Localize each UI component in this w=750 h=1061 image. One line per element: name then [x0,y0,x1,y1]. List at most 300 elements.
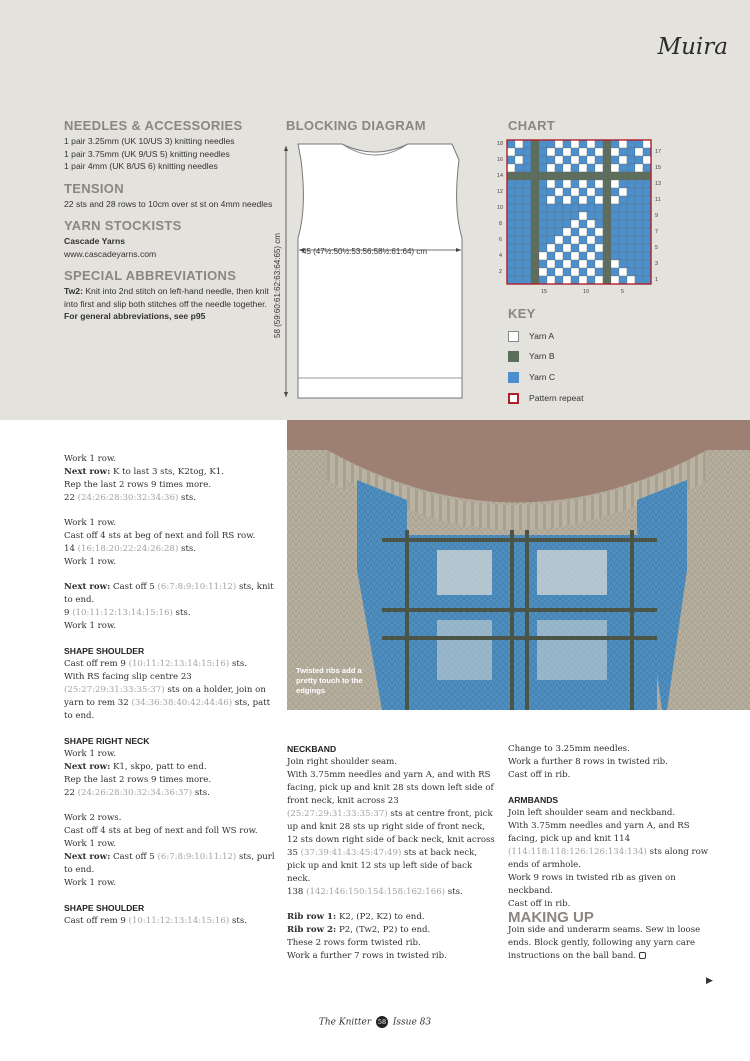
instruction-line: Cast off 4 sts at beg of next and foll RS row. [64,531,256,541]
chart-cell [579,228,587,236]
chart-cell [547,212,555,220]
row-number: 11 [655,197,661,203]
chart-cell [563,260,571,268]
chart-cell [643,236,651,244]
instruction-line: Work 1 row. [64,839,117,849]
row-number: 5 [655,245,659,251]
chart-cell [627,244,635,252]
chart-cell [611,172,619,180]
chart-cell [595,140,603,148]
chart-cell [643,164,651,172]
instruction-line: Cast off in rib. [508,899,571,909]
chart-cell [571,204,579,212]
yarn-b-swatch [508,351,519,362]
chart-cell [547,268,555,276]
count-unit: sts. [192,788,210,798]
chart-cell [611,220,619,228]
instruction-line: Rep the last 2 rows 9 times more. [64,775,212,785]
chart-cell [611,212,619,220]
chart-cell [547,156,555,164]
chart-cell [643,204,651,212]
chart-cell [571,276,579,284]
chart-cell [611,276,619,284]
chart-cell [579,188,587,196]
chart-cell [595,164,603,172]
chart-cell [603,268,611,276]
chart-cell [571,140,579,148]
chart-cell [547,188,555,196]
abbreviation-tw2 [64,285,274,310]
size-alternatives: (10:11:12:13:14:15:16) [128,659,230,669]
instruction-bold: Next row: [64,467,111,477]
chart-cell [643,188,651,196]
chart-cell [643,156,651,164]
count-unit: sts. [172,608,191,618]
chart-cell [587,212,595,220]
chart-cell [643,196,651,204]
chart-cell [507,180,515,188]
page-footer [0,1016,750,1028]
chart-cell [627,156,635,164]
chart-cell [571,172,579,180]
instruction-line: Change to 3.25mm needles. [508,744,630,754]
size-alternatives: (37:39:41:43:45:47:49) [300,848,402,858]
instruction-text: With RS facing slip centre 23 [64,672,192,682]
chart-cell [643,276,651,284]
chart-cell [515,140,523,148]
chart-cell [523,164,531,172]
chart-cell [523,252,531,260]
chart-cell [619,204,627,212]
colourwork-chart [496,136,666,296]
chart-cell [515,148,523,156]
chart-cell [619,188,627,196]
row-number: 7 [655,229,659,235]
row-number: 17 [655,149,662,155]
chart-cell [587,260,595,268]
chart-cell [611,252,619,260]
chart-cell [515,196,523,204]
instruction-line: Join left shoulder seam and neckband. [508,808,676,818]
chart-cell [539,220,547,228]
chart-cell [571,164,579,172]
instruction-text: Cast off 5 [110,852,158,862]
chart-cell [547,228,555,236]
chart-cell [619,140,627,148]
chart-cell [619,148,627,156]
key-heading: KEY [508,306,536,321]
chart-cell [635,228,643,236]
instruction-text: sts. [229,659,247,669]
chart-cell [531,196,539,204]
chart-cell [627,172,635,180]
chart-cell [515,260,523,268]
chart-cell [635,188,643,196]
chart-cell [515,204,523,212]
chart-cell [635,164,643,172]
size-alternatives: (142:146:150:154:158:162:166) [306,887,446,897]
chart-cell [603,196,611,204]
height-arrow-top-head [284,146,288,151]
chart-cell [619,252,627,260]
chart-cell [523,172,531,180]
chart-cell [635,252,643,260]
chart-cell [643,212,651,220]
chart-cell [539,164,547,172]
chart-cell [515,244,523,252]
chart-cell [611,228,619,236]
chart-cell [555,244,563,252]
instruction-line: Work 1 row. [64,749,117,759]
chart-cell [619,276,627,284]
chart-cell [643,252,651,260]
chart-cell [595,244,603,252]
chart-cell [627,148,635,156]
instruction-line: Cast off 4 sts at beg of next and foll WS row. [64,826,258,836]
pattern-title: Muira [657,34,728,60]
chart-cell [507,236,515,244]
chart-cell [539,180,547,188]
chart-cell [635,276,643,284]
chart-cell [603,164,611,172]
needles-heading: NEEDLES & ACCESSORIES [64,118,243,133]
chart-cell [627,260,635,268]
chart-cell [547,148,555,156]
chart-cell [547,164,555,172]
needles-line: 1 pair 4mm (UK 8/US 6) knitting needles [64,161,218,171]
chart-cell [571,260,579,268]
chart-cell [523,220,531,228]
height-arrow-bottom-head [284,392,288,397]
chart-cell [563,140,571,148]
shape-right-neck-heading: SHAPE RIGHT NECK [64,736,150,746]
chart-cell [515,172,523,180]
chart-cell [643,260,651,268]
chart-cell [531,188,539,196]
chart-cell [635,204,643,212]
instruction-text: Cast off 5 [110,582,158,592]
row-number: 10 [497,205,504,211]
chart-cell [579,276,587,284]
chart-cell [539,188,547,196]
needles-line: 1 pair 3.75mm (UK 9/US 5) knitting needles [64,148,230,159]
instruction-line: Work 2 rows. [64,813,122,823]
size-alternatives: (25:27:29:31:33:35:37) [287,809,388,819]
yarn-stockists-heading: YARN STOCKISTS [64,218,182,233]
general-abbreviations-ref: For general abbreviations, see p95 [64,311,206,321]
chart-cell [531,140,539,148]
chart-cell [619,228,627,236]
chart-cells [507,140,651,284]
chart-cell [587,244,595,252]
chart-cell [555,212,563,220]
chart-cell [563,188,571,196]
chart-cell [555,220,563,228]
chart-cell [603,172,611,180]
chart-cell [507,204,515,212]
instruction-text: sts, purl to end. [64,852,275,875]
chart-cell [539,172,547,180]
row-number: 1 [655,277,659,283]
chart-cell [539,244,547,252]
instruction-text: Cast off rem 9 [64,659,129,669]
chart-cell [507,220,515,228]
shape-shoulder-heading: SHAPE SHOULDER [64,646,145,656]
instruction-bold: Next row: [64,582,111,592]
chart-cell [587,204,595,212]
chart-cell [603,148,611,156]
chart-cell [603,156,611,164]
chart-cell [531,204,539,212]
row-number: 15 [655,165,662,171]
chart-cell [635,268,643,276]
chart-cell [555,268,563,276]
chart-cell [507,188,515,196]
chart-cell [587,276,595,284]
instruction-text: K2, (P2, K2) to end. [336,912,425,922]
row-number: 16 [497,157,504,163]
count-value: 22 [64,788,78,798]
chart-cell [611,268,619,276]
chart-cell [563,164,571,172]
needles-line: 1 pair 3.25mm (UK 10/US 3) knitting needles [64,136,235,146]
chart-cell [563,172,571,180]
chart-cell [507,164,515,172]
chart-cell [611,164,619,172]
instruction-text: K to last 3 sts, K2tog, K1. [110,467,224,477]
photo-caption: Twisted ribs add a pretty touch to the edgings [296,666,363,695]
chart-cell [547,220,555,228]
chart-cell [563,236,571,244]
chart-cell [531,156,539,164]
chart-cell [579,156,587,164]
row-number: 13 [655,181,662,187]
instruction-text: Cast off rem 9 [64,916,129,926]
row-number: 18 [497,141,504,147]
size-alternatives: (10:11:12:13:14:15:16) [72,608,173,618]
chart-cell [515,156,523,164]
chart-cell [595,188,603,196]
chart-cell [531,228,539,236]
instruction-text: P2, (Tw2, P2) to end. [336,925,431,935]
instruction-text: sts, patt to end. [64,698,271,721]
materials-column [64,118,274,323]
chart-cell [531,276,539,284]
instruction-line: Work a further 7 rows in twisted rib. [287,951,447,961]
instruction-line [64,543,276,556]
chart-cell [587,172,595,180]
chart-cell [507,260,515,268]
key-label: Yarn B [529,351,555,361]
chart-cell [507,276,515,284]
chart-cell [555,276,563,284]
chart-cell [515,276,523,284]
chart-cell [563,196,571,204]
row-number: 4 [499,253,503,259]
chart-cell [539,204,547,212]
count-unit: sts. [445,887,463,897]
chart-cell [643,268,651,276]
chart-cell [611,188,619,196]
size-alternatives: (24:26:28:30:32:34:36) [77,493,179,503]
chart-cell [579,172,587,180]
instructions-column-1 [64,453,276,928]
chart-cell [515,164,523,172]
chart-cell [603,276,611,284]
key-label: Pattern repeat [529,393,584,403]
chart-cell [563,228,571,236]
chart-cell [571,228,579,236]
chart-cell [627,164,635,172]
chart-cell [603,244,611,252]
chart-cell [571,180,579,188]
chart-cell [595,204,603,212]
instruction-line: Work a further 8 rows in twisted rib. [508,757,668,767]
column-number: 15 [541,289,548,295]
height-label: 58 (59:60:61:62:63:64:65) cm [273,233,282,338]
count-unit: sts. [178,544,197,554]
instruction-bold: Rib row 1: [287,912,337,922]
chart-cell [619,236,627,244]
chart-cell [515,180,523,188]
instruction-line [64,671,276,723]
chart-cell [627,252,635,260]
size-alternatives: (16:18:20:22:24:26:28) [77,544,179,554]
chart-cell [603,220,611,228]
chart-cell [539,228,547,236]
yarn-brand: Cascade Yarns [64,236,125,246]
chart-cell [539,252,547,260]
instruction-line [64,466,276,479]
instruction-bold: Next row: [64,762,111,772]
chart-cell [563,276,571,284]
chart-cell [595,196,603,204]
instruction-text: sts, knit to end. [64,582,274,605]
chart-cell [539,148,547,156]
chart-cell [635,196,643,204]
chart-cell [515,212,523,220]
chart-cell [587,156,595,164]
chart-cell [539,268,547,276]
chart-cell [579,204,587,212]
chart-cell [635,220,643,228]
chart-cell [515,268,523,276]
chart-cell [627,236,635,244]
yarn-c-swatch [508,372,519,383]
row-number: 3 [655,261,659,267]
chart-cell [523,228,531,236]
chart-cell [619,244,627,252]
instructions-column-3 [508,743,718,963]
chart-cell [547,140,555,148]
chart-cell [643,228,651,236]
instruction-line [287,924,497,937]
chart-cell [643,172,651,180]
chart-cell [563,156,571,164]
instruction-text: K1, skpo, patt to end. [110,762,207,772]
chart-cell [611,180,619,188]
instruction-bold: Rib row 2: [287,925,337,935]
chart-cell [587,180,595,188]
chart-cell [595,252,603,260]
chart-cell [531,212,539,220]
chart-cell [507,196,515,204]
instructions-column-2 [287,743,497,963]
chart-cell [555,164,563,172]
chart-cell [643,220,651,228]
instruction-line [64,915,276,928]
chart-cell [643,244,651,252]
chart-cell [547,172,555,180]
chart-cell [587,220,595,228]
chart-cell [563,212,571,220]
chart-cell [579,212,587,220]
chart-cell [603,236,611,244]
chart-cell [531,268,539,276]
chart-cell [523,148,531,156]
abbr-term: Tw2: [64,286,83,296]
row-number: 8 [499,221,503,227]
chart-cell [523,196,531,204]
instruction-line [64,658,276,671]
tension-heading: TENSION [64,180,124,196]
chart-cell [603,204,611,212]
chart-cell [587,236,595,244]
chart-cell [627,268,635,276]
chart-cell [627,196,635,204]
chart-cell [523,212,531,220]
chart-cell [587,164,595,172]
yarn-url[interactable]: www.cascadeyarns.com [64,248,157,259]
chart-cell [555,156,563,164]
making-up-text: Join side and underarm seams. Sew in loose ends. Block gently, following any yarn care instructions on the ball band. [508,925,701,961]
instruction-line [64,607,276,620]
chart-cell [507,172,515,180]
chart-cell [611,236,619,244]
chart-cell [579,268,587,276]
key-label: Yarn A [529,331,555,341]
key-item-yarn-b [508,350,555,362]
chart-cell [603,260,611,268]
instruction-line [64,761,276,774]
chart-cell [627,220,635,228]
chart-cell [579,252,587,260]
chart-cell [595,228,603,236]
chart-cell [595,268,603,276]
size-alternatives: (24:26:28:30:32:34:36:37) [77,788,193,798]
chart-cell [595,180,603,188]
chart-cell [507,252,515,260]
chart-cell [571,148,579,156]
chart-cell [595,156,603,164]
instruction-line: Work 1 row. [64,518,117,528]
instruction-line: Cast off in rib. [508,770,571,780]
chart-cell [595,212,603,220]
chart-cell [603,140,611,148]
chart-cell [555,228,563,236]
chart-cell [595,148,603,156]
instruction-text: sts at centre front, pick up and knit 28 sts up right side of front neck, 12 sts down right side of back neck, knit across 35 [287,809,495,858]
chart-cell [507,156,515,164]
chart-cell [531,180,539,188]
chart-cell [619,156,627,164]
chart-cell [587,196,595,204]
chart-cell [555,140,563,148]
neckband-heading: NECKBAND [287,744,337,754]
count-value: 14 [64,544,78,554]
chart-cell [627,180,635,188]
count-unit: sts. [178,493,197,503]
